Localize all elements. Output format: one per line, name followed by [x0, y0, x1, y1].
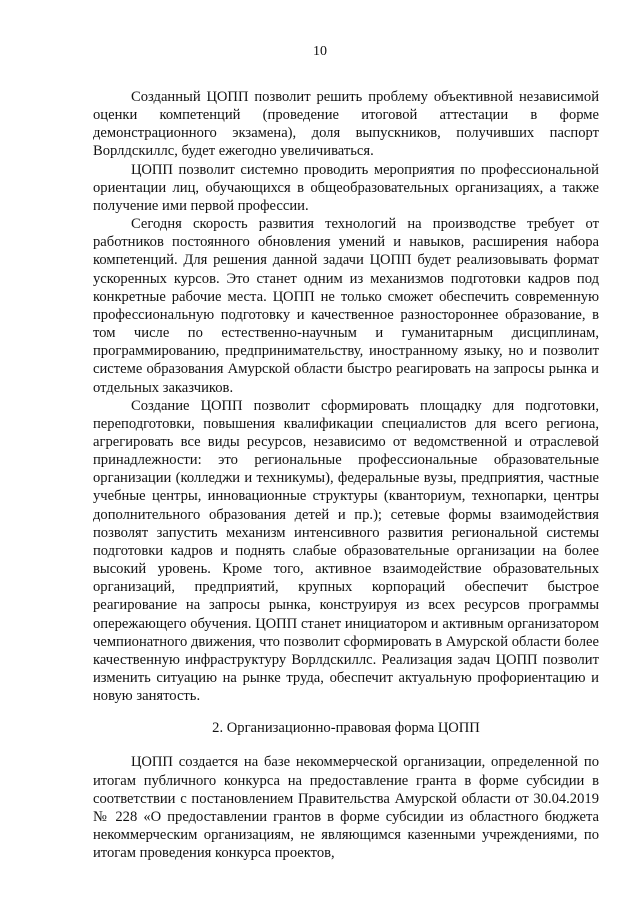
- document-body: [93, 88, 599, 862]
- paragraph-training-platform: Создание ЦОПП позволит сформировать площадку для подготовки, переподготовки, повышения квалификации специалистов для всего региона, агрегировать все виды ресурсов, независимо от ведомственной и отраслевой принадлежности: это региональные профессиональные образовательные организации (колледжи и техникумы), федеральные вузы, предприятия, частные учебные центры, инновационные структуры (кванториум, технопарки, центры дополнительного образования детей и пр.); сетевые формы взаимодействия позволят запустить механизм интенсивного развития региональной системы подготовки кадров и поднять слабые образовательные организации на более высокий уровень. Кроме того, активное взаимодействие образовательных организаций, предприятий, крупных корпораций обеспечит быстрое реагирование на запросы рынка, конструируя из всех ресурсов программы опережающего обучения. ЦОПП станет инициатором и активным организатором чемпионатного движения, что позволит сформировать в Амурской области более качественную инфраструктуру Ворлдскиллс. Реализация задач ЦОПП позволит изменить ситуацию на рынке труда, обеспечит актуальную профориентацию и новую занятость.: [93, 397, 599, 705]
- paragraph-accelerated-courses: Сегодня скорость развития технологий на производстве требует от работников постоянного обновления умений и навыков, расширения набора компетенций. Для решения данной задачи ЦОПП будет реализовывать формат ускоренных курсов. Это станет одним из механизмов подготовки кадров под конкретные рабочие места. ЦОПП не только сможет обеспечить современную профессиональную подготовку и качественное разностороннее образование, в том числе по естественно-научным и гуманитарным дисциплинам, программированию, предпринимательству, иностранному языку, но и позволит системе образования Амурской области быстро реагировать на запросы рынка и отдельных заказчиков.: [93, 216, 599, 396]
- paragraph-copp-assessment: Созданный ЦОПП позволит решить проблему объективной независимой оценки компетенций (проведение итоговой аттестации в форме демонстрационного экзамена), доля выпускников, получивших паспорт Ворлдскиллс, будет ежегодно увеличиваться.: [93, 89, 599, 160]
- section-heading: 2. Организационно-правовая форма ЦОПП: [212, 720, 480, 737]
- paragraph-legal-form: ЦОПП создается на базе некоммерческой организации, определенной по итогам публичного конкурса на предоставление гранта в форме субсидии в соответствии с постановлением Правительства Амурской области от 30.04.2019 № 228 «О предоставлении грантов в форме субсидии из областного бюджета некоммерческим организациям, не являющимся казенными учреждениями, по итогам проведения конкурса проектов,: [93, 754, 599, 862]
- paragraph-career-guidance: ЦОПП позволит системно проводить мероприятия по профессиональной ориентации лиц, обучающихся в общеобразовательных организациях, а также получение ими первой профессии.: [93, 161, 599, 214]
- page-number: 10: [313, 44, 327, 59]
